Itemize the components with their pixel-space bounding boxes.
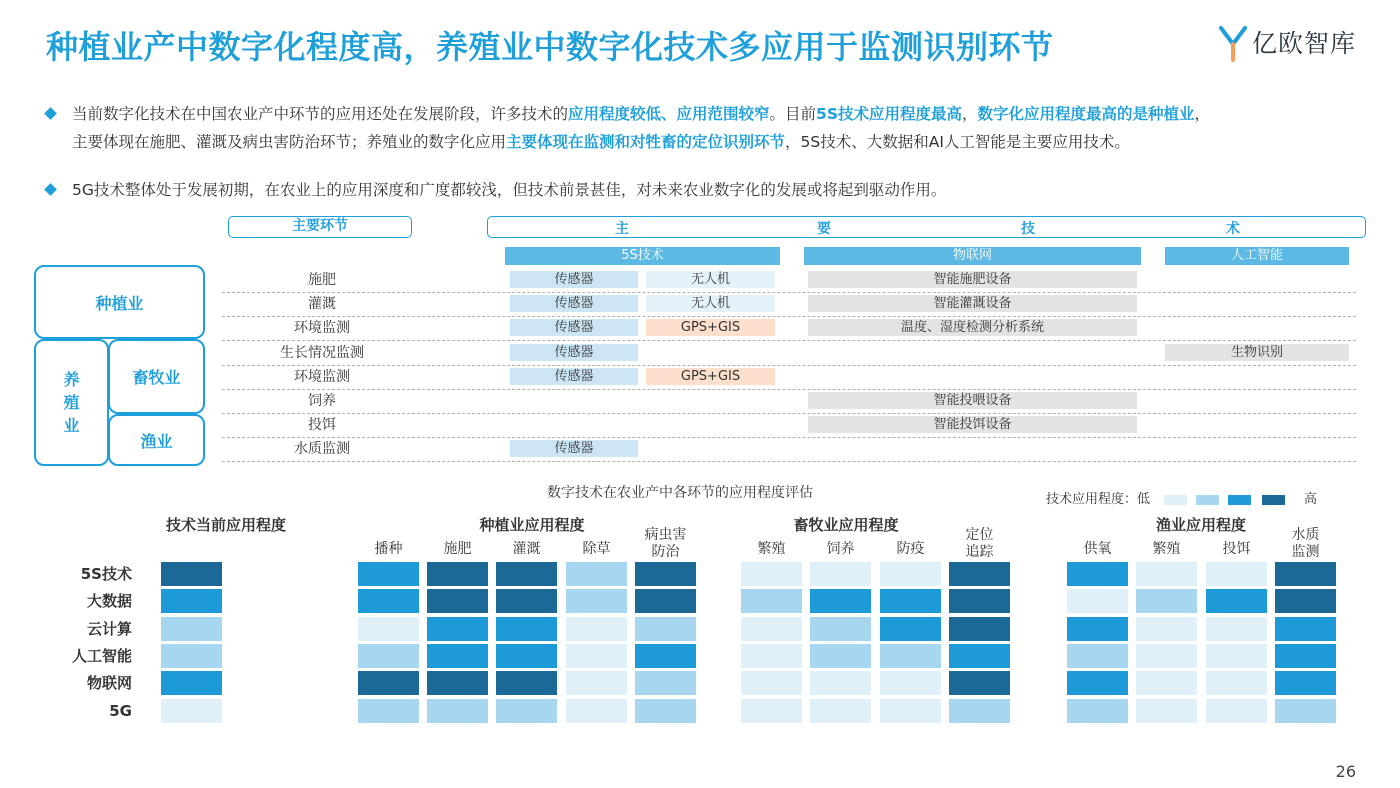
heatmap-col-label: 供氧 <box>1083 541 1112 557</box>
heatmap-cell <box>1067 589 1128 613</box>
stage-label: 饲养 <box>308 393 336 409</box>
bullet-2 <box>46 176 1366 204</box>
heatmap-cell <box>1275 671 1336 695</box>
heatmap-cell <box>496 644 557 668</box>
heatmap-cell <box>1136 644 1197 668</box>
heatmap-cell <box>741 671 802 695</box>
yiou-logo-icon <box>1218 22 1248 62</box>
heatmap-cell <box>496 562 557 586</box>
bullet-text: 主要体现在施肥、灌溉及病虫害防治环节；养殖业的数字化应用 <box>72 133 507 151</box>
bullet-text: 当前数字化技术在中国农业产中环节的应用还处在发展阶段，许多技术的 <box>72 105 569 123</box>
stage-row <box>222 316 1356 341</box>
tech-cell: 传感器 <box>510 344 638 361</box>
heatmap-cell <box>880 644 941 668</box>
tech-cell: 智能灌溉设备 <box>808 295 1137 312</box>
heatmap-cell <box>1136 617 1197 641</box>
heatmap-cell <box>161 699 222 723</box>
heatmap-cell <box>427 699 488 723</box>
heatmap-cell <box>427 562 488 586</box>
bullet-highlight: 5S技术应用程度最高 <box>816 105 962 123</box>
heatmap-cell <box>496 699 557 723</box>
heatmap-cell <box>358 589 419 613</box>
heatmap-cell <box>496 671 557 695</box>
tech-cell: 智能施肥设备 <box>808 271 1137 288</box>
heatmap-cell <box>1206 617 1267 641</box>
heatmap-cell <box>1136 562 1197 586</box>
bullet-highlight: 应用程度较低、应用范围较窄 <box>568 105 770 123</box>
diamond-bullet-icon <box>44 183 57 196</box>
header-tech-char: 要 <box>817 221 831 237</box>
heatmap-cell <box>949 589 1010 613</box>
heatmap-cell <box>741 644 802 668</box>
stage-row <box>222 389 1356 414</box>
heatmap-cell <box>1136 589 1197 613</box>
sector-livestock: 畜牧业 <box>108 339 205 414</box>
tech-cell: 生物识别 <box>1165 344 1349 361</box>
heatmap-cell <box>1067 617 1128 641</box>
tech-cell: 智能投饵设备 <box>808 416 1137 433</box>
tech-cell: 传感器 <box>510 295 638 312</box>
heatmap-cell <box>1275 589 1336 613</box>
heatmap-cell <box>427 617 488 641</box>
heatmap-cell <box>741 562 802 586</box>
tech-cell: 传感器 <box>510 271 638 288</box>
legend-swatch-2 <box>1196 495 1219 505</box>
heatmap-cell <box>1136 671 1197 695</box>
bullet-text: ， <box>1194 105 1211 123</box>
tech-group-ai: 人工智能 <box>1165 247 1349 265</box>
heatmap-col-label: 繁殖 <box>1152 541 1181 557</box>
bullet-1-line-2 <box>72 128 1366 156</box>
heatmap-cell <box>1206 589 1267 613</box>
heatmap-row-label: 大数据 <box>86 592 132 611</box>
bullet-highlight: 主要体现在监测和对牲畜的定位识别环节 <box>506 133 786 151</box>
heatmap-cell <box>566 589 627 613</box>
stage-label: 灌溉 <box>308 296 336 313</box>
stage-label: 投饵 <box>308 417 336 434</box>
heatmap-cell <box>810 589 871 613</box>
heatmap-cell <box>949 644 1010 668</box>
heatmap-group-title: 畜牧业应用程度 <box>793 516 899 534</box>
tech-cell: 传感器 <box>510 319 638 336</box>
heatmap-cell <box>1275 644 1336 668</box>
heatmap-cell <box>1206 562 1267 586</box>
heatmap-cell <box>1067 644 1128 668</box>
heatmap-cell <box>880 562 941 586</box>
sector-fishery: 渔业 <box>108 414 205 466</box>
stage-row <box>222 365 1356 390</box>
heatmap-col-label: 饲养 <box>826 541 855 557</box>
heatmap-col-label: 播种 <box>374 541 403 557</box>
heatmap-row-label: 5G <box>109 701 132 720</box>
heatmap-cell <box>427 589 488 613</box>
stage-label: 环境监测 <box>294 368 350 385</box>
heatmap-row-label: 云计算 <box>86 619 132 638</box>
heatmap-col-label: 除草 <box>582 541 611 557</box>
stage-label: 水质监测 <box>294 441 350 458</box>
heatmap-cell <box>635 671 696 695</box>
heatmap-col-label: 灌溉 <box>512 541 541 557</box>
page-title: 种植业产中数字化程度高，养殖业中数字化技术多应用于监测识别环节 <box>46 28 1054 66</box>
legend-high-label: 高 <box>1304 492 1318 507</box>
sector-planting: 种植业 <box>34 265 205 339</box>
heatmap-cell <box>810 562 871 586</box>
heatmap-cell <box>1275 562 1336 586</box>
heatmap-cell <box>810 699 871 723</box>
tech-cell: GPS+GIS <box>646 368 775 385</box>
heatmap-cell <box>1067 562 1128 586</box>
legend-swatch-4 <box>1262 495 1285 505</box>
heatmap-cell <box>810 671 871 695</box>
tech-cell: 无人机 <box>646 271 775 288</box>
header-tech-char: 技 <box>1021 221 1035 237</box>
tech-cell: GPS+GIS <box>646 319 775 336</box>
heatmap-row-label: 5S技术 <box>80 565 132 583</box>
heatmap-col-label: 繁殖 <box>757 541 786 557</box>
heatmap-col-label: 病虫害 防治 <box>644 527 687 560</box>
heatmap-cell <box>161 589 222 613</box>
header-tech-char: 主 <box>615 221 629 237</box>
heatmap-cell <box>161 562 222 586</box>
heatmap-cell <box>358 617 419 641</box>
header-main-tech <box>487 216 1366 238</box>
heatmap-row-label: 物联网 <box>86 674 132 693</box>
page-number: 26 <box>1335 762 1356 781</box>
heatmap-cell <box>1067 699 1128 723</box>
tech-cell: 无人机 <box>646 295 775 312</box>
stage-row <box>222 437 1356 462</box>
stage-row <box>222 292 1356 317</box>
heatmap-cell <box>635 699 696 723</box>
header-tech-char: 术 <box>1226 221 1240 237</box>
heatmap-cell <box>358 562 419 586</box>
bullet-text: 。目前 <box>769 105 817 123</box>
tech-cell: 温度、湿度检测分析系统 <box>808 319 1137 336</box>
stage-row <box>222 413 1356 438</box>
heatmap-cell <box>496 589 557 613</box>
heatmap-cell <box>1067 671 1128 695</box>
heatmap-cell <box>566 671 627 695</box>
legend-label: 技术应用程度：低 <box>1046 492 1151 507</box>
heatmap-cell <box>949 699 1010 723</box>
heatmap-cell <box>741 589 802 613</box>
stage-row <box>222 268 1356 293</box>
heatmap-caption: 数字技术在农业产中各环节的应用程度评估 <box>547 485 813 501</box>
bullet-highlight: 数字化应用程度最高的是种植业 <box>977 105 1195 123</box>
heatmap-cell <box>566 562 627 586</box>
heatmap-cell <box>949 617 1010 641</box>
tech-cell: 传感器 <box>510 440 638 457</box>
bullet-1-line-1 <box>72 100 1366 128</box>
heatmap-cell <box>1206 671 1267 695</box>
heatmap-cell <box>566 617 627 641</box>
bullet-1 <box>46 100 1366 156</box>
heatmap-cell <box>1275 699 1336 723</box>
heatmap-cell <box>161 644 222 668</box>
heatmap-col-label: 水质 监测 <box>1291 527 1320 560</box>
heatmap-col-label: 防疫 <box>896 541 925 557</box>
heatmap-cell <box>810 644 871 668</box>
heatmap-cell <box>496 617 557 641</box>
legend-swatch-1 <box>1164 495 1187 505</box>
tech-cell: 传感器 <box>510 368 638 385</box>
heatmap-cell <box>1206 699 1267 723</box>
heatmap-group-title: 技术当前应用程度 <box>165 516 286 534</box>
heatmap-row-label: 人工智能 <box>71 646 132 665</box>
heatmap-cell <box>880 671 941 695</box>
heatmap-col-label: 定位 追踪 <box>965 527 994 560</box>
heatmap-cell <box>810 617 871 641</box>
heatmap-cell <box>427 644 488 668</box>
heatmap-cell <box>161 671 222 695</box>
stage-label: 生长情况监测 <box>280 344 364 361</box>
tech-cell: 智能投喂设备 <box>808 392 1137 409</box>
heatmap-cell <box>635 589 696 613</box>
bullet-2-line-1: 5G技术整体处于发展初期，在农业上的应用深度和广度都较浅，但技术前景甚佳，对未来农业数字化的发展或将起到驱动作用。 <box>72 181 947 199</box>
heatmap-cell <box>566 699 627 723</box>
heatmap-cell <box>635 617 696 641</box>
heatmap-col-label: 投饵 <box>1222 541 1251 557</box>
header-main-stages: 主要环节 <box>228 216 412 238</box>
heatmap-cell <box>741 699 802 723</box>
heatmap-cell <box>635 644 696 668</box>
heatmap-cell <box>358 671 419 695</box>
heatmap-cell <box>880 617 941 641</box>
heatmap-cell <box>635 562 696 586</box>
stage-label: 环境监测 <box>294 320 350 337</box>
heatmap-cell <box>566 644 627 668</box>
stage-label: 施肥 <box>308 272 336 288</box>
heatmap-cell <box>949 562 1010 586</box>
heatmap-cell <box>949 671 1010 695</box>
heatmap-group-title: 种植业应用程度 <box>479 516 585 534</box>
logo <box>1218 20 1356 64</box>
legend-swatch-3 <box>1228 495 1251 505</box>
diamond-bullet-icon <box>44 107 57 120</box>
tech-group-iot: 物联网 <box>804 247 1141 265</box>
heatmap-cell <box>1275 617 1336 641</box>
logo-text: 亿欧智库 <box>1252 29 1357 58</box>
heatmap-cell <box>880 589 941 613</box>
heatmap-cell <box>161 617 222 641</box>
bullet-text: ， <box>962 105 978 123</box>
bullet-text: ，5S技术、大数据和AI人工智能是主要应用技术。 <box>785 133 1130 151</box>
heatmap-cell <box>358 644 419 668</box>
heatmap-col-label: 施肥 <box>443 541 472 557</box>
sector-breeding: 养 殖 业 <box>34 339 109 466</box>
heatmap-cell <box>358 699 419 723</box>
heatmap-group-title: 渔业应用程度 <box>1155 516 1246 534</box>
heatmap-cell <box>880 699 941 723</box>
heatmap-cell <box>741 617 802 641</box>
stage-row <box>222 341 1356 366</box>
heatmap-cell <box>1136 699 1197 723</box>
heatmap-cell <box>427 671 488 695</box>
tech-group-5s: 5S技术 <box>505 247 780 265</box>
heatmap-cell <box>1206 644 1267 668</box>
